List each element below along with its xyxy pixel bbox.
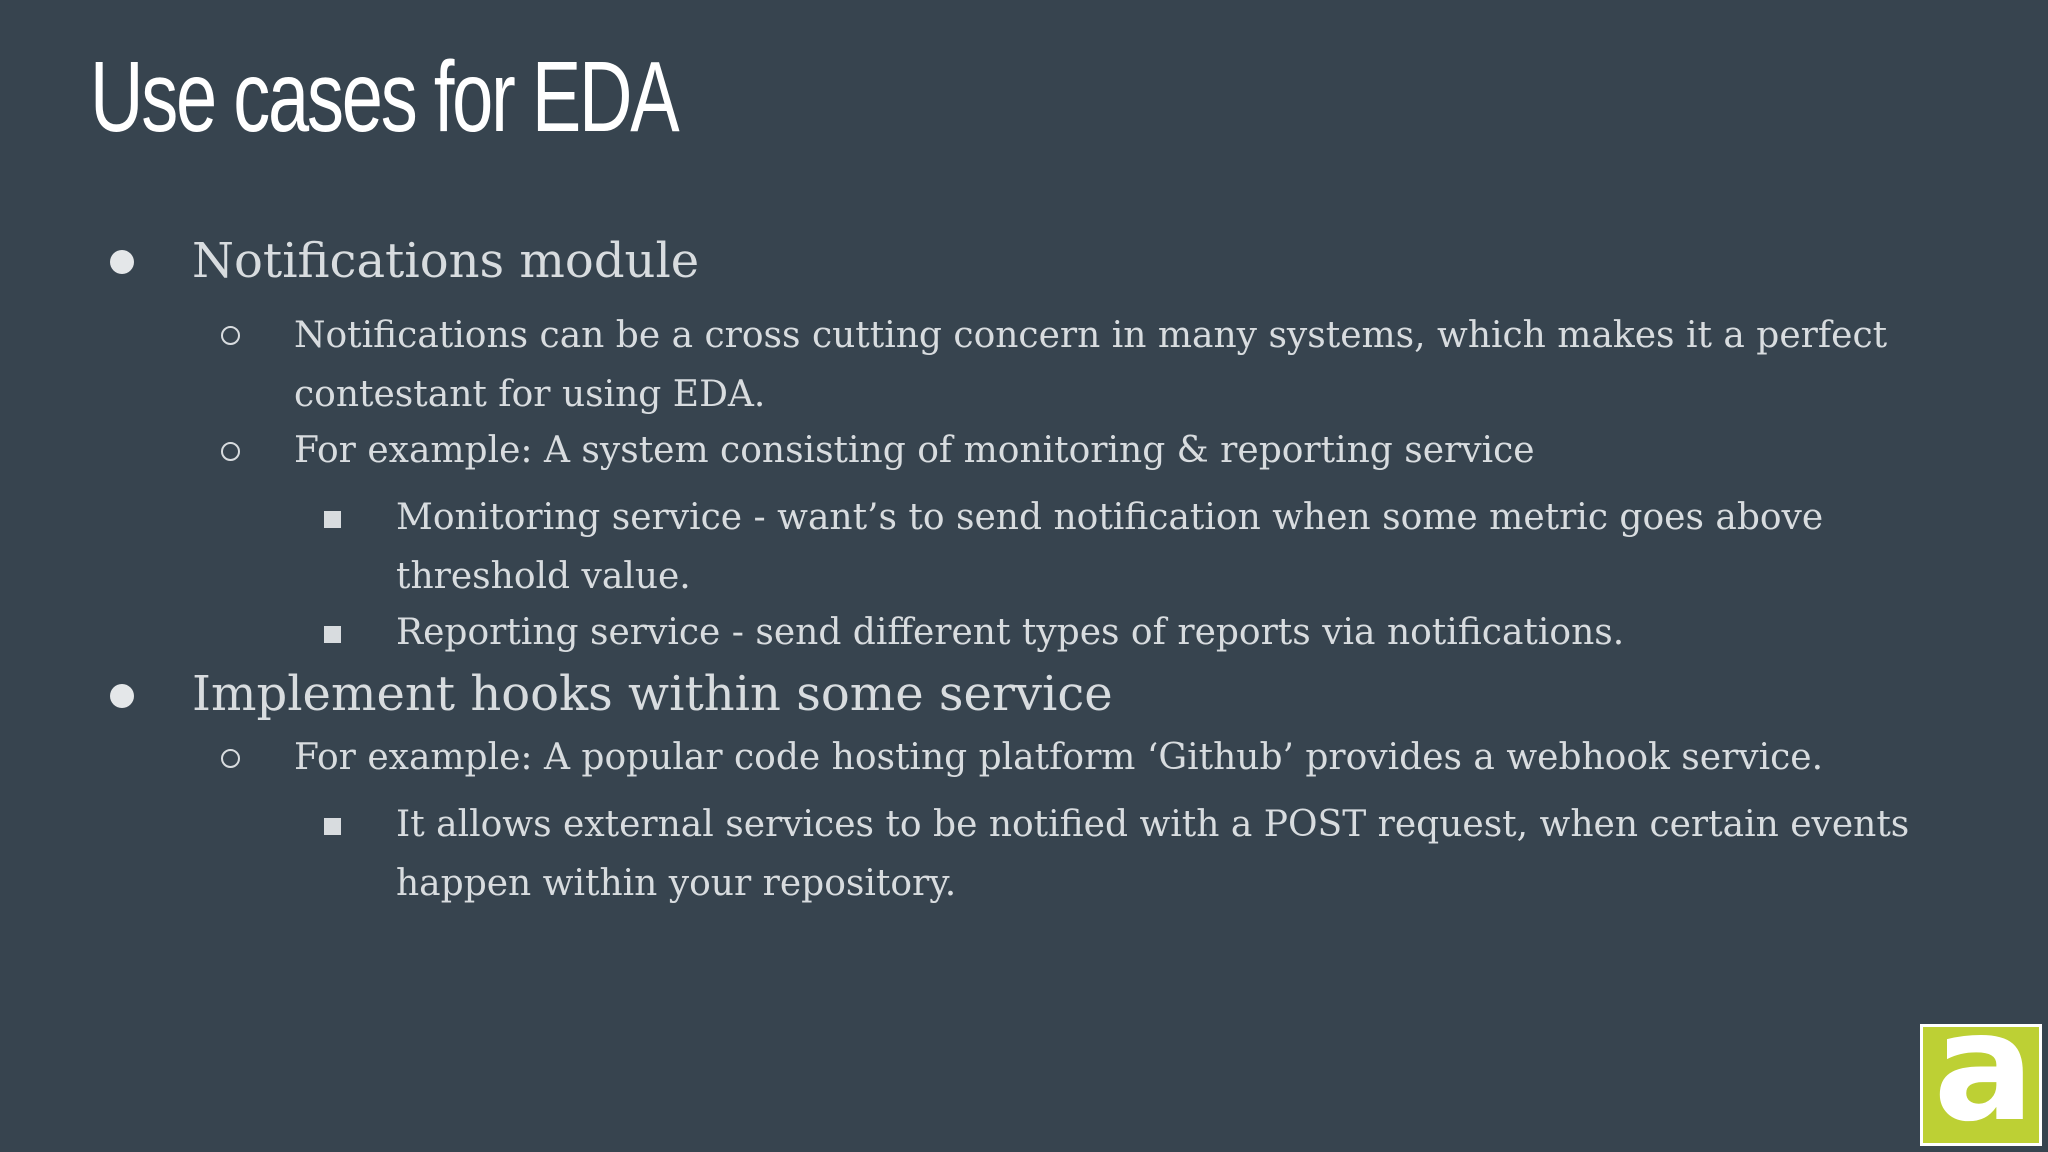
slide-title: Use cases for EDA — [90, 41, 678, 153]
bullet-item-monitoring-service: Monitoring service - want’s to send notification when some metric goes above threshold value. — [396, 497, 1824, 597]
bullet-filled-circle-icon — [110, 250, 134, 274]
bullet-filled-square-icon — [324, 818, 341, 835]
bullet-item-webhook-post-request: It allows external services to be notified with a POST request, when certain events happen within your repository. — [396, 804, 1910, 904]
bullet-hollow-circle-icon — [221, 326, 240, 345]
bullet-item-implement-hooks: Implement hooks within some service — [192, 666, 1113, 722]
bullet-item-notifications-module: Notifications module — [192, 233, 700, 289]
bullet-item-reporting-service: Reporting service - send different types of reports via notifications. — [396, 612, 1625, 653]
bullet-filled-square-icon — [324, 511, 341, 528]
bullet-item-github-example: For example: A popular code hosting platform ‘Github’ provides a webhook service. — [294, 737, 1824, 778]
brand-logo — [1920, 1024, 2042, 1146]
bullet-hollow-circle-icon — [221, 749, 240, 768]
bullet-item-system-example: For example: A system consisting of monitoring & reporting service — [294, 430, 1535, 471]
bullet-item-cross-cutting-concern: Notifications can be a cross cutting concern in many systems, which makes it a perfect contestant for using EDA. — [294, 315, 1888, 415]
bullet-filled-circle-icon — [110, 684, 134, 708]
bullet-filled-square-icon — [324, 626, 341, 643]
logo-letter: a — [1933, 1024, 2035, 1146]
bullet-hollow-circle-icon — [221, 442, 240, 461]
